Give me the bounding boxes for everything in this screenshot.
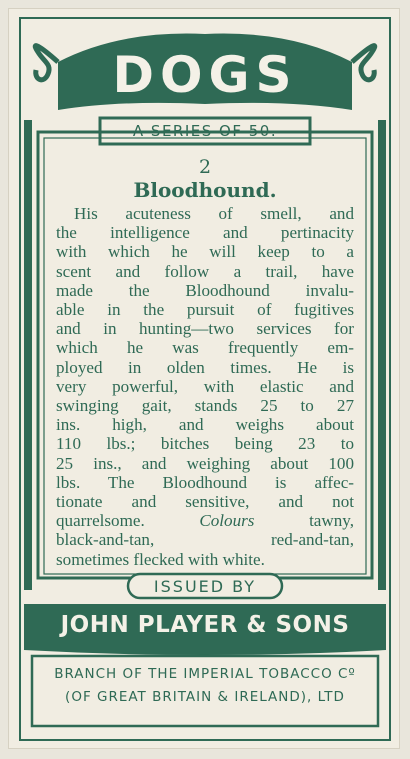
colours-emphasis: Colours [199, 511, 255, 531]
description-line: ins. high, and weighs about [56, 415, 354, 435]
description-line: lbs. The Bloodhound is affec- [56, 472, 354, 492]
description-line: scent and follow a trail, have [56, 261, 354, 281]
description-line [56, 511, 354, 530]
description-line: swinging gait, stands 25 to 27 [56, 396, 354, 416]
breed-description [56, 204, 354, 569]
description-line: His acuteness of smell, and [74, 204, 354, 223]
description-line: 110 lbs.; bitches being 23 to [56, 434, 354, 454]
breed-name: Bloodhound. [133, 178, 277, 202]
issued-by-label: ISSUED BY [153, 577, 257, 596]
branch-line-2: (OF GREAT BRITAIN & IRELAND), LTD [65, 689, 345, 705]
description-line: ployed in olden times. He is [56, 357, 354, 377]
card-number: 2 [198, 156, 212, 178]
series-label: A SERIES OF 50. [132, 122, 278, 140]
maker-name: JOHN PLAYER & SONS [60, 612, 350, 638]
description-line: with which he will keep to a [56, 242, 354, 262]
description-line: made the Bloodhound invalu- [56, 280, 354, 300]
description-fragment: quarrelsome. [56, 511, 145, 531]
description-line: which he was frequently em- [56, 338, 354, 358]
description-line: able in the pursuit of fugitives [56, 300, 354, 320]
description-line: tionate and sensitive, and not [56, 492, 354, 512]
card-title: DOGS [112, 46, 298, 104]
description-line: very powerful, with elastic and [56, 376, 354, 396]
description-line: and in hunting—two services for [56, 319, 354, 339]
description-line: the intelligence and pertinacity [56, 223, 354, 243]
description-line: sometimes flecked with white. [56, 549, 265, 569]
branch-line-1: BRANCH OF THE IMPERIAL TOBACCO Cº [54, 666, 356, 682]
description-fragment: tawny, [309, 511, 354, 531]
description-line: 25 ins., and weighing about 100 [56, 453, 354, 473]
description-line: black-and-tan, red-and-tan, [56, 530, 354, 550]
